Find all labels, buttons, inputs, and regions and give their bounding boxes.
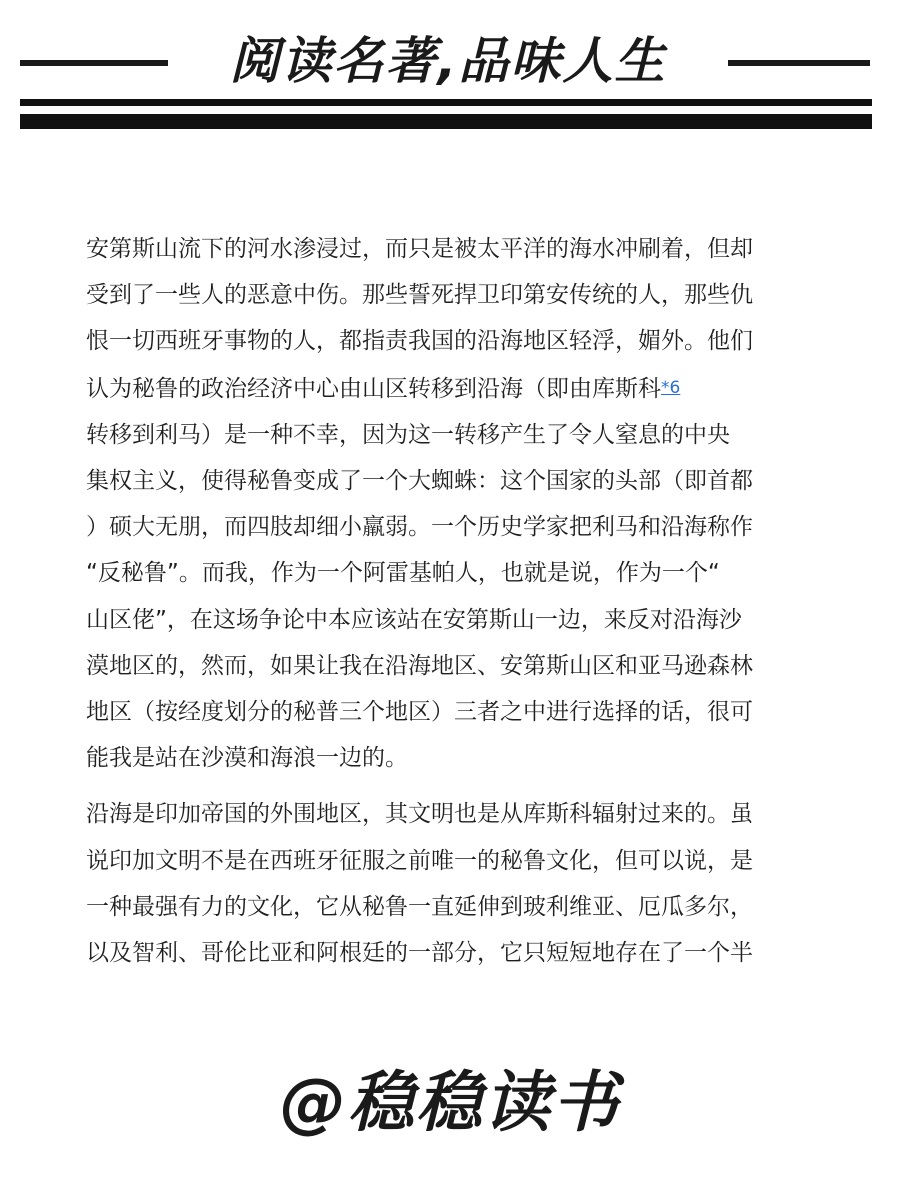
text-line: “反秘鲁”。而我，作为一个阿雷基帕人，也就是说，作为一个“ xyxy=(86,560,720,587)
paragraph-2 xyxy=(86,791,816,976)
text-line: 受到了一些人的恶意中伤。那些誓死捍卫印第安传统的人，那些仇 xyxy=(86,282,753,309)
text-line: 恨一切西班牙事物的人，都指责我国的沿海地区轻浮，媚外。他们 xyxy=(86,328,753,355)
text-line: 转移到利马）是一种不幸，因为这一转移产生了令人窒息的中央 xyxy=(86,421,730,448)
banner-rule-left xyxy=(20,60,168,66)
text-line: 山区佬”，在这场争论中本应该站在安第斯山一边，来反对沿海沙 xyxy=(86,606,742,633)
text-line: 以及智利、哥伦比亚和阿根廷的一部分，它只短短地存在了一个半 xyxy=(86,940,753,967)
page-title: 阅读名著,品味人生 xyxy=(229,32,667,90)
text-line: 一种最强有力的文化，它从秘鲁一直延伸到玻利维亚、厄瓜多尔， xyxy=(86,893,753,920)
banner-divider-thick xyxy=(20,114,872,129)
text-line: 能我是站在沙漠和海浪一边的。 xyxy=(86,745,408,772)
text-line: 地区（按经度划分的秘普三个地区）三者之中进行选择的话，很可 xyxy=(86,699,753,726)
text-line: 沿海是印加帝国的外围地区，其文明也是从库斯科辐射过来的。虽 xyxy=(86,801,753,828)
text-line: 安第斯山流下的河水渗浸过，而只是被太平洋的海水冲刷着，但却 xyxy=(86,236,753,262)
text-line: 漠地区的，然而，如果让我在沿海地区、安第斯山区和亚马逊森林 xyxy=(86,652,753,679)
author-watermark: @稳稳读书 xyxy=(280,1064,620,1141)
header-banner xyxy=(0,0,900,140)
article-body xyxy=(86,226,816,976)
paragraph-1 xyxy=(86,226,816,781)
text-line: 说印加文明不是在西班牙征服之前唯一的秘鲁文化，但可以说，是 xyxy=(86,847,753,874)
banner-rule-right xyxy=(728,60,870,66)
banner-divider-thin xyxy=(20,99,872,106)
text-line: 认为秘鲁的政治经济中心由山区转移到沿海（即由库斯科 xyxy=(86,375,661,402)
text-line: 集权主义，使得秘鲁变成了一个大蜘蛛：这个国家的头部（即首都 xyxy=(86,468,753,495)
footnote-link[interactable]: *6 xyxy=(661,377,681,398)
text-line: ）硕大无朋，而四肢却细小羸弱。一个历史学家把利马和沿海称作 xyxy=(86,514,753,541)
